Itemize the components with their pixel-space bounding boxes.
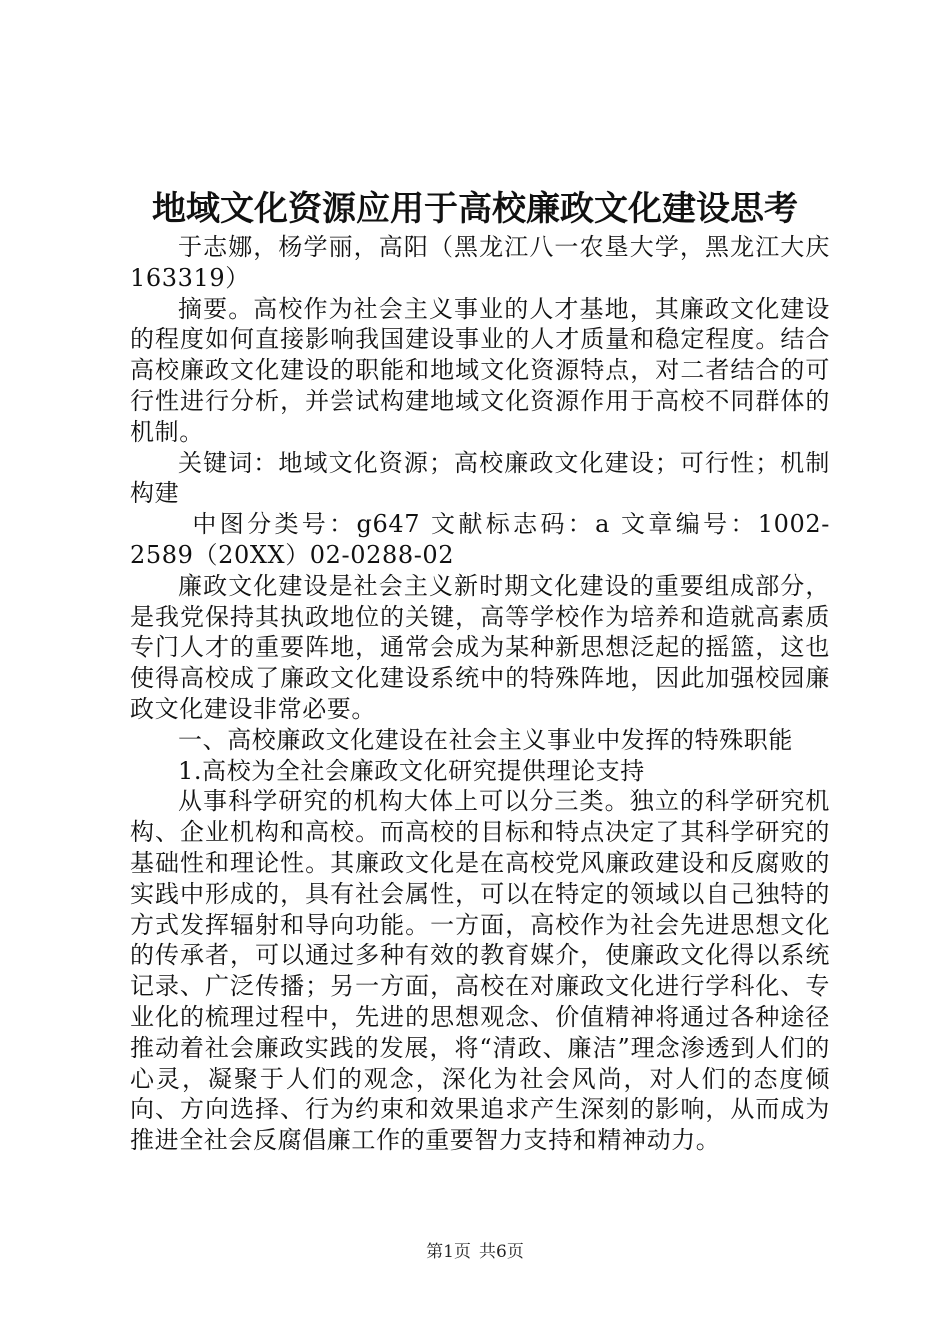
keywords-paragraph: 关键词：地域文化资源；高校廉政文化建设；可行性；机制构建: [130, 448, 830, 508]
subsection-heading: 1.高校为全社会廉政文化研究提供理论支持: [178, 756, 645, 785]
page-total: 共6页: [479, 1242, 524, 1262]
subsection-body-paragraph: 从事科学研究的机构大体上可以分三类。独立的科学研究机构、企业机构和高校。而高校的目标和特点决定了其科学研究的基础性和理论性。其廉政文化是在高校党风廉政建设和反腐败的实践中形成的，具有社会属性，可以在特定的领域以自己独特的方式发挥辐射和导向功能。一方面，高校作为社会先进思想文化的传承者，可以通过多种有效的教育媒介，使廉政文化得以系统记录、广泛传播；另一方面，高校在对廉政文化进行学科化、专业化的梳理过程中，先进的思想观念、价值精神将通过各种途径推动着社会廉政实践的发展，将“清政、廉洁”理念渗透到人们的心灵，凝聚于人们的观念，深化为社会风尚，对人们的态度倾向、方向选择、行为约束和效果追求产生深刻的影响，从而成为推进全社会反腐倡廉工作的重要智力支持和精神动力。: [130, 787, 830, 1155]
document-body: [130, 232, 830, 1156]
intro-paragraph: 廉政文化建设是社会主义新时期文化建设的重要组成部分，是我党保持其执政地位的关键，高等学校作为培养和造就高素质专门人才的重要阵地，通常会成为某种新思想泛起的摇篮，这也使得高校成了廉政文化建设系统中的特殊阵地，因此加强校园廉政文化建设非常必要。: [130, 571, 830, 723]
section-heading: 一、高校廉政文化建设在社会主义事业中发挥的特殊职能: [178, 725, 793, 754]
abstract-paragraph: 摘要。高校作为社会主义事业的人才基地，其廉政文化建设的程度如何直接影响我国建设事业的人才质量和稳定程度。结合高校廉政文化建设的职能和地域文化资源特点，对二者结合的可行性进行分析，并尝试构建地域文化资源作用于高校不同群体的机制。: [130, 294, 830, 446]
document-title: 地域文化资源应用于高校廉政文化建设思考: [152, 189, 798, 229]
page-number: 第1页: [426, 1242, 471, 1262]
authors-line: 于志娜，杨学丽，高阳（黑龙江八一农垦大学，黑龙江大庆163319）: [130, 233, 830, 292]
page-footer: [0, 1240, 950, 1264]
classification-line: 中图分类号：g647 文献标志码：a 文章编号：1002-2589（20XX）02-0288-02: [130, 510, 830, 569]
